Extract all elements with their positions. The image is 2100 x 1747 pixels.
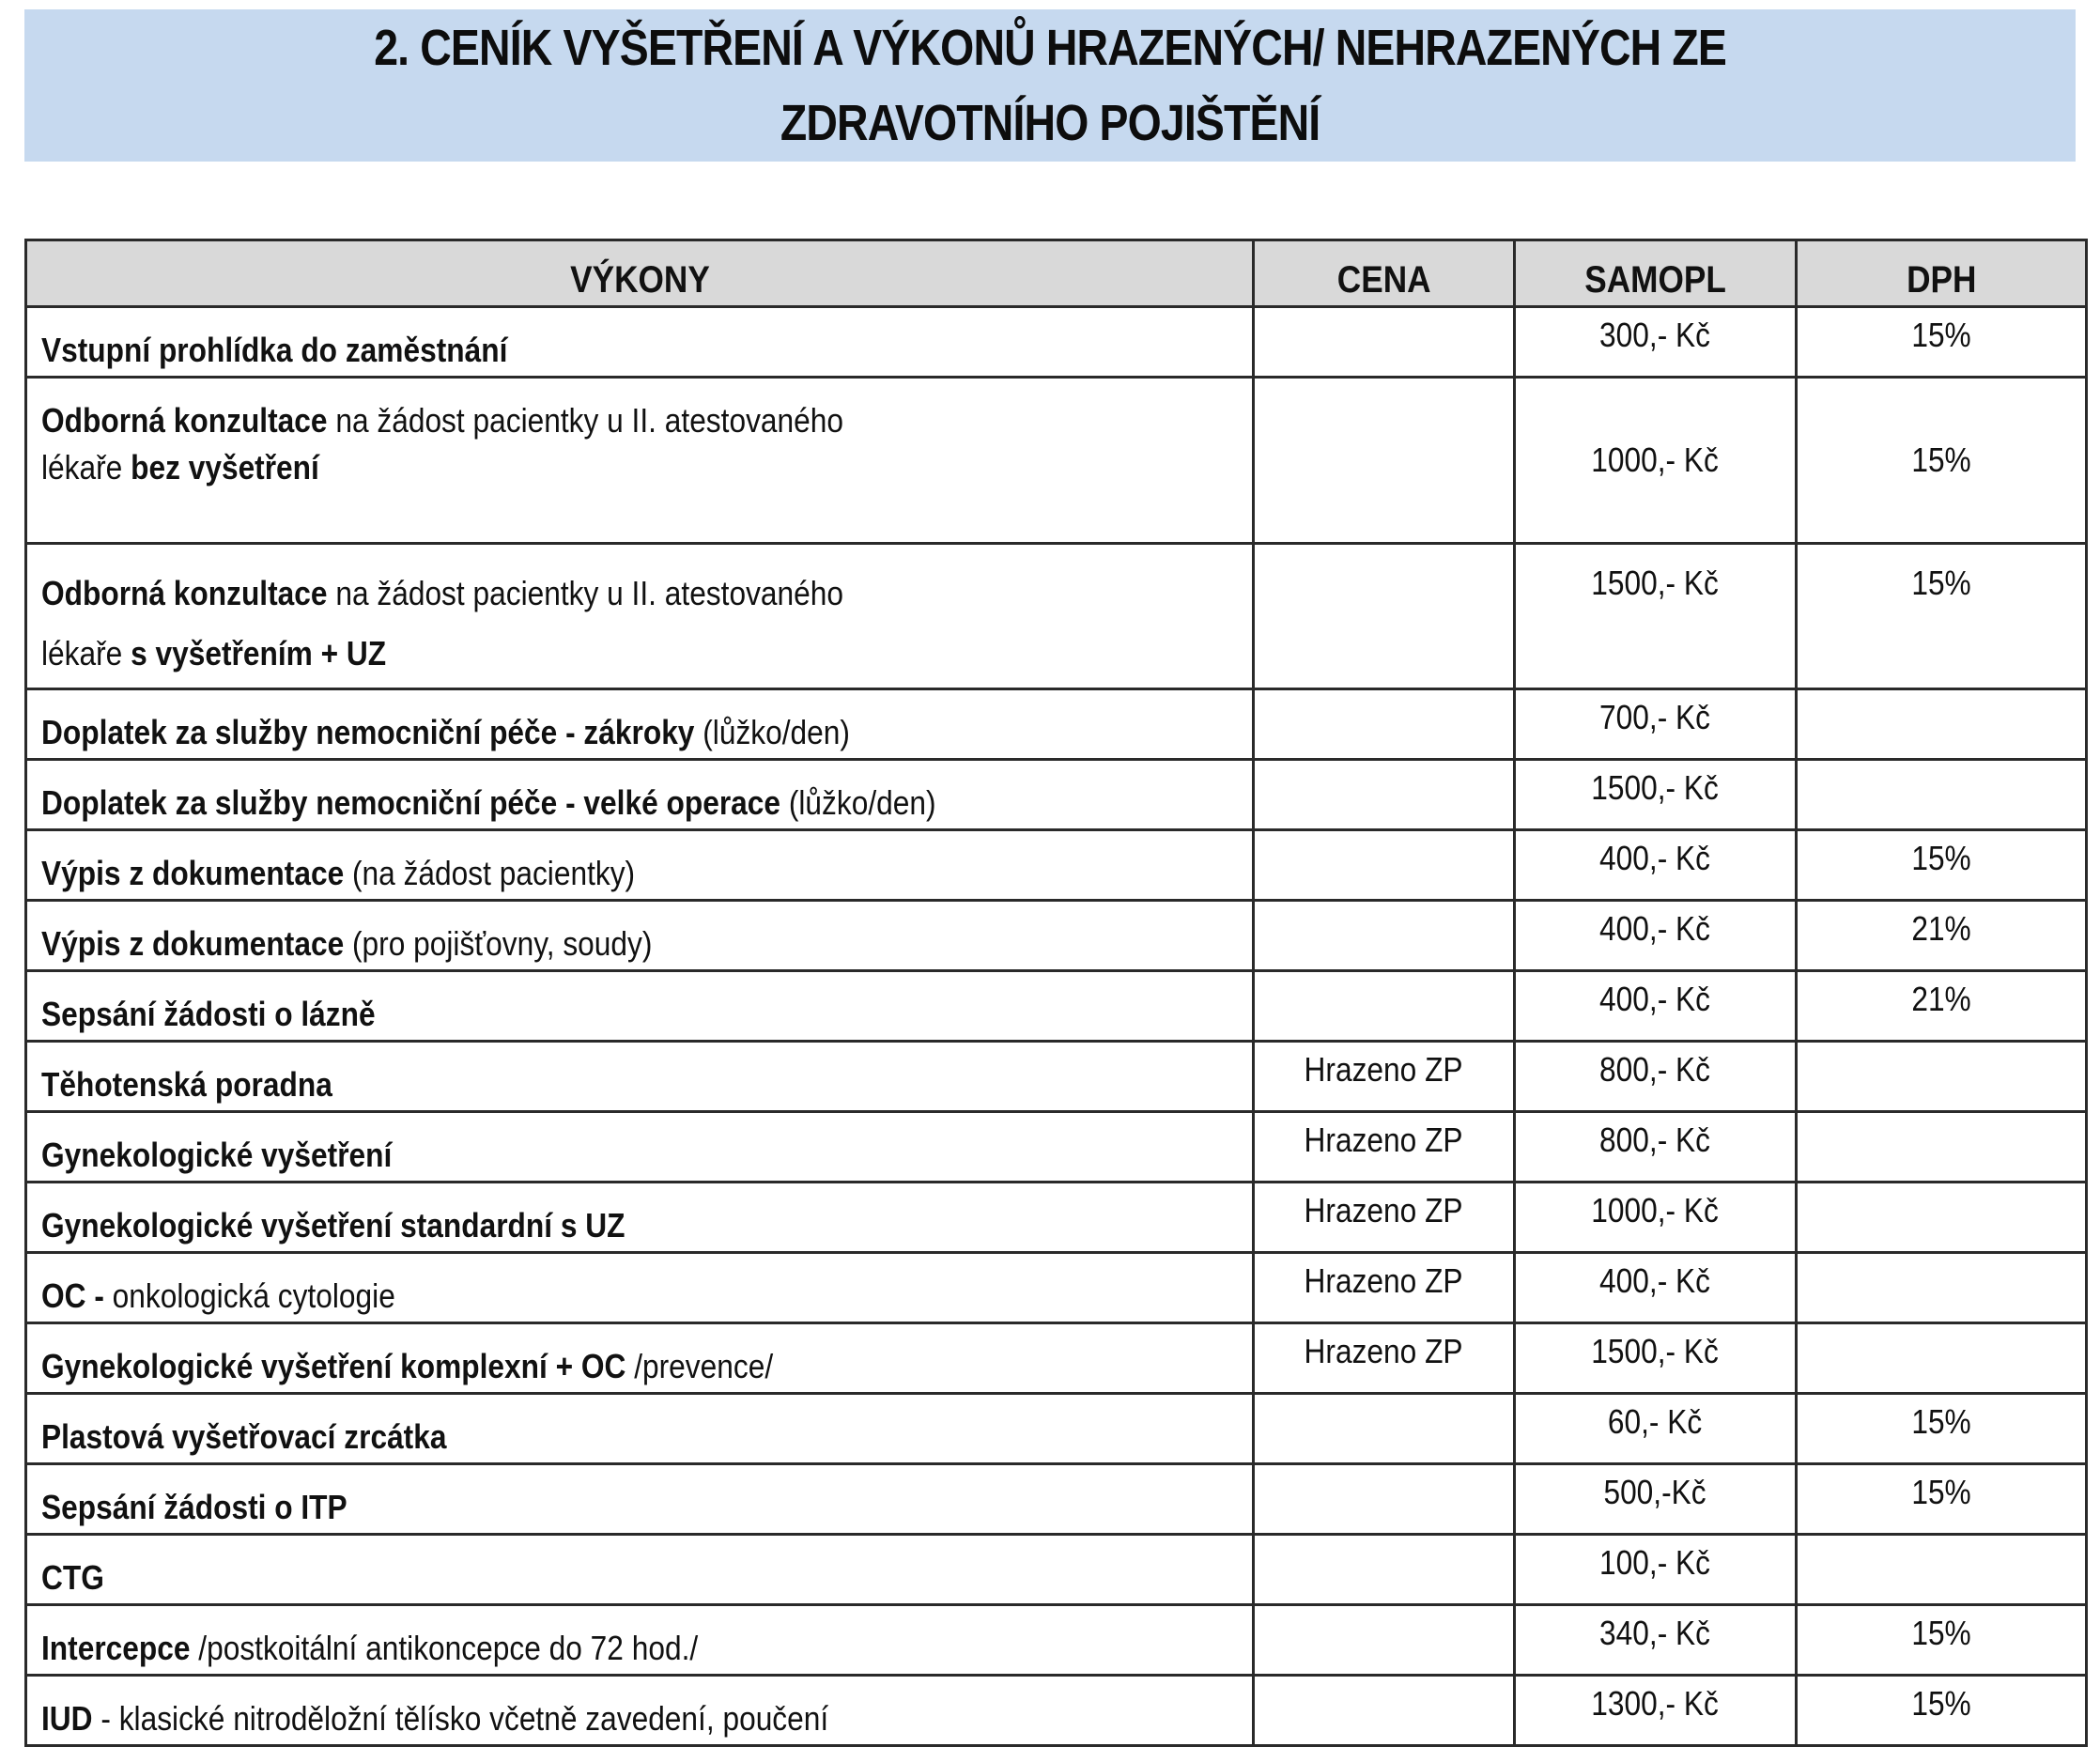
table-row [26,760,2087,830]
service-cell [26,1464,1254,1535]
cena-cell: Hrazeno ZP [1254,1183,1515,1253]
dph-cell: 21% [1797,971,2087,1042]
service-name-bold: Doplatek za služby nemocniční péče - velké operace [41,783,781,822]
dph-cell: 15% [1797,1605,2087,1676]
service-name-bold: Sepsání žádosti o ITP [41,1488,347,1526]
cena-cell [1254,901,1515,971]
dph-cell: 15% [1797,1676,2087,1746]
service-name-line2: lékaře [41,634,131,673]
service-cell [26,1676,1254,1746]
page-title: 2. CENÍK VYŠETŘENÍ A VÝKONŮ HRAZENÝCH/ NEHRAZENÝCH ZE ZDRAVOTNÍHO POJIŠTĚNÍ [374,20,1726,151]
service-cell [26,1042,1254,1112]
service-name-bold: Intercepce [41,1629,191,1667]
service-name-bold: Vstupní prohlídka do zaměstnání [41,331,508,369]
service-cell [26,1394,1254,1464]
service-cell [26,901,1254,971]
table-row [26,971,2087,1042]
service-name-bold: IUD [41,1699,93,1738]
table-row [26,1464,2087,1535]
table-row [26,1676,2087,1746]
table-row [26,544,2087,689]
service-name-line2-bold: s vyšetřením + UZ [131,634,387,673]
samopl-cell: 800,- Kč [1515,1042,1797,1112]
service-cell [26,1323,1254,1394]
column-header-vykony: VÝKONY [26,240,1254,307]
samopl-cell: 1500,- Kč [1515,1323,1797,1394]
cena-cell [1254,760,1515,830]
samopl-cell: 400,- Kč [1515,1253,1797,1323]
dph-cell [1797,1042,2087,1112]
service-name-bold: Gynekologické vyšetření [41,1136,393,1174]
table-header-row [26,240,2087,307]
service-cell [26,760,1254,830]
service-name-detail: (lůžko/den) [780,783,936,822]
dph-cell: 15% [1797,830,2087,901]
cena-cell [1254,1605,1515,1676]
service-name-bold: Výpis z dokumentace [41,854,345,892]
table-row [26,1605,2087,1676]
samopl-cell: 400,- Kč [1515,830,1797,901]
table-row [26,689,2087,760]
service-name-bold: OC - [41,1276,104,1315]
service-cell [26,689,1254,760]
samopl-cell: 300,- Kč [1515,307,1797,378]
service-name-bold: Odborná konzultace [41,401,328,440]
service-name-bold: Gynekologické vyšetření standardní s UZ [41,1206,625,1245]
cena-cell: Hrazeno ZP [1254,1112,1515,1183]
samopl-cell: 1500,- Kč [1515,544,1797,689]
dph-cell: 21% [1797,901,2087,971]
samopl-cell: 340,- Kč [1515,1605,1797,1676]
cena-cell [1254,1464,1515,1535]
service-name-detail: (na žádost pacientky) [344,854,636,892]
table-row [26,1394,2087,1464]
service-name-detail: na žádost pacientky u II. atestovaného [327,401,844,440]
table-row [26,307,2087,378]
samopl-cell: 60,- Kč [1515,1394,1797,1464]
cena-cell: Hrazeno ZP [1254,1042,1515,1112]
samopl-cell: 1300,- Kč [1515,1676,1797,1746]
service-name-bold: Doplatek za služby nemocniční péče - zákroky [41,713,695,751]
dph-cell [1797,1253,2087,1323]
samopl-cell: 800,- Kč [1515,1112,1797,1183]
service-cell [26,971,1254,1042]
service-cell [26,1112,1254,1183]
samopl-cell: 400,- Kč [1515,901,1797,971]
cena-cell: Hrazeno ZP [1254,1323,1515,1394]
samopl-cell: 500,-Kč [1515,1464,1797,1535]
samopl-cell: 1500,- Kč [1515,760,1797,830]
table-row [26,901,2087,971]
service-cell [26,1183,1254,1253]
service-name-bold: Výpis z dokumentace [41,924,345,963]
service-cell [26,1605,1254,1676]
dph-cell [1797,1112,2087,1183]
cena-cell [1254,544,1515,689]
cena-cell [1254,307,1515,378]
column-header-dph: DPH [1797,240,2087,307]
price-table [24,239,2088,1747]
cena-cell [1254,971,1515,1042]
service-cell [26,544,1254,689]
dph-cell: 15% [1797,307,2087,378]
service-name-detail: (pro pojišťovny, soudy) [344,924,653,963]
table-row [26,1253,2087,1323]
dph-cell [1797,1183,2087,1253]
service-name-bold: Sepsání žádosti o lázně [41,995,376,1033]
dph-cell: 15% [1797,1464,2087,1535]
service-cell [26,378,1254,544]
column-header-cena: CENA [1254,240,1515,307]
table-row [26,1183,2087,1253]
samopl-cell: 400,- Kč [1515,971,1797,1042]
samopl-cell: 100,- Kč [1515,1535,1797,1605]
service-cell [26,1253,1254,1323]
cena-cell [1254,1676,1515,1746]
service-name-detail: /postkoitální antikoncepce do 72 hod./ [190,1629,699,1667]
dph-cell [1797,689,2087,760]
table-row [26,1042,2087,1112]
service-name-detail: na žádost pacientky u II. atestovaného [327,574,844,612]
dph-cell: 15% [1797,544,2087,689]
service-name-detail: onkologická cytologie [103,1276,395,1315]
samopl-cell: 1000,- Kč [1515,378,1797,544]
cena-cell [1254,378,1515,544]
cena-cell [1254,1394,1515,1464]
table-row [26,1535,2087,1605]
dph-cell [1797,760,2087,830]
dph-cell: 15% [1797,378,2087,544]
cena-cell [1254,1535,1515,1605]
title-banner [24,9,2076,162]
service-name-bold: Plastová vyšetřovací zrcátka [41,1417,447,1456]
dph-cell: 15% [1797,1394,2087,1464]
service-name-detail: - klasické nitroděložní tělísko včetně zavedení, poučení [92,1699,829,1738]
dph-cell [1797,1323,2087,1394]
service-name-bold: Odborná konzultace [41,574,328,612]
service-cell [26,307,1254,378]
service-name-bold: Gynekologické vyšetření komplexní + OC [41,1347,626,1385]
table-row [26,830,2087,901]
service-name-line2-bold: bez vyšetření [131,448,319,487]
samopl-cell: 1000,- Kč [1515,1183,1797,1253]
service-name-detail: /prevence/ [625,1347,774,1385]
cena-cell: Hrazeno ZP [1254,1253,1515,1323]
service-name-bold: Těhotenská poradna [41,1065,332,1104]
table-row [26,1112,2087,1183]
cena-cell [1254,830,1515,901]
service-cell [26,1535,1254,1605]
column-header-samopl: SAMOPL [1515,240,1797,307]
table-row [26,1323,2087,1394]
dph-cell [1797,1535,2087,1605]
service-name-bold: CTG [41,1558,104,1597]
service-name-line2: lékaře [41,448,131,487]
table-row [26,378,2087,544]
samopl-cell: 700,- Kč [1515,689,1797,760]
service-cell [26,830,1254,901]
cena-cell [1254,689,1515,760]
service-name-detail: (lůžko/den) [694,713,850,751]
